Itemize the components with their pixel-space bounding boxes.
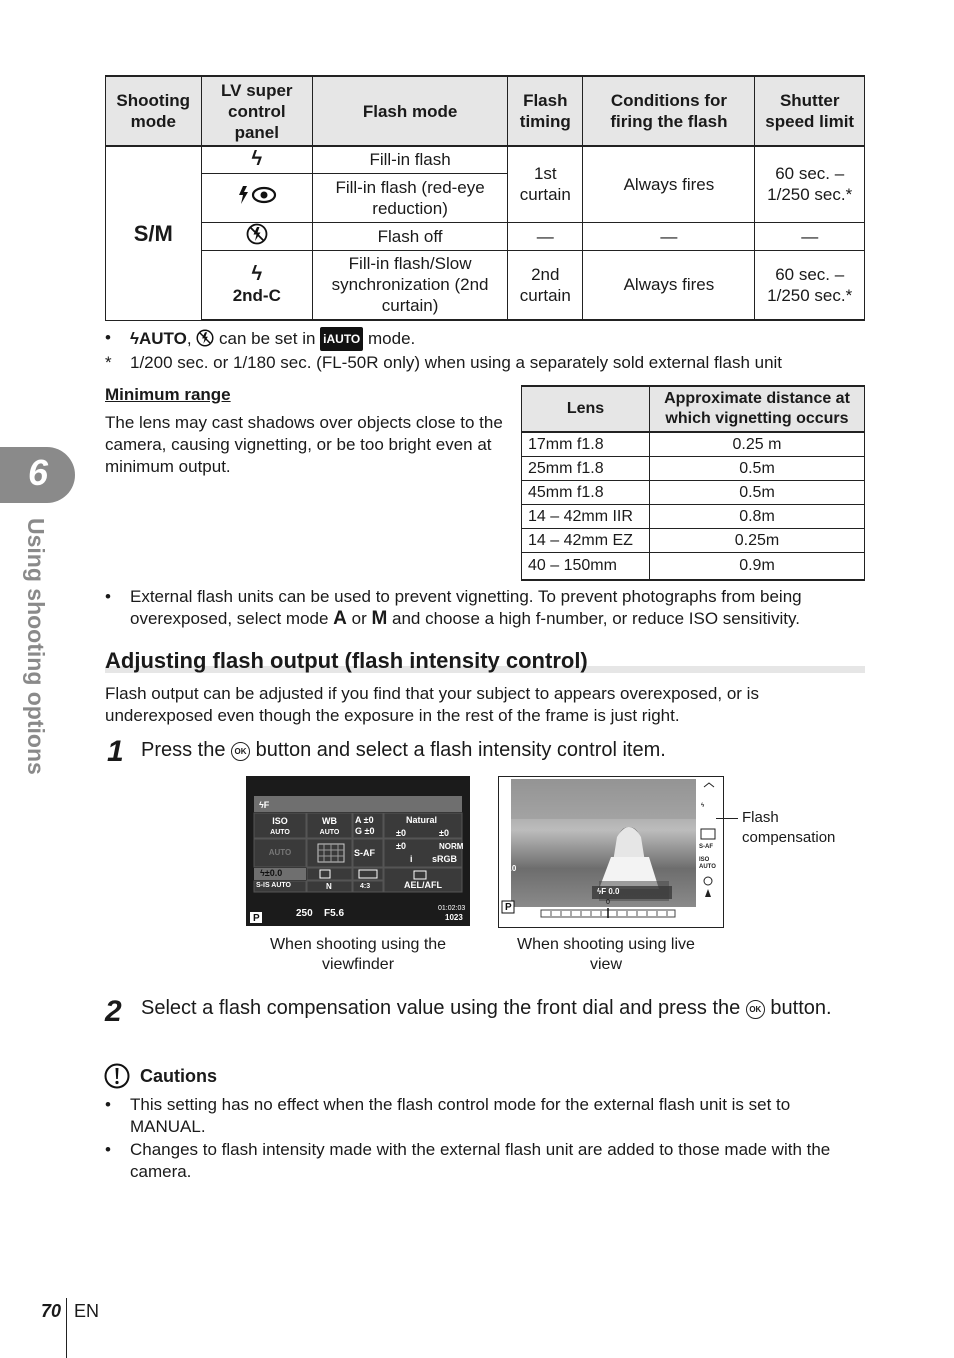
header-conditions: Conditions for firing the flash [583,76,755,146]
header-shutter-limit: Shutter speed limit [755,76,865,146]
cautions-title: Cautions [140,1066,218,1086]
header-lens: Lens [522,386,650,432]
red-eye-flash-icon [201,173,313,222]
flash-mode-cell: Fill-in flash (red-eye reduction) [313,173,508,222]
table-row: 40 – 150mm 0.9m [522,553,865,581]
header-flash-mode: Flash mode [313,76,508,146]
minimum-range-text: The lens may cast shadows over objects close to the camera, causing vignetting, or be too bright even at minimum output. [105,413,503,476]
shooting-mode-cell: S/M [106,146,202,320]
table-row: 14 – 42mm EZ 0.25m [522,529,865,553]
flash-compensation-callout: Flash compensation [742,809,836,846]
svg-text:ϟ: ϟ [701,803,705,809]
caution-item: • Changes to flash intensity made with the external flash unit are added to those made with the camera. [105,1140,831,1181]
conditions-cell: — [583,222,755,250]
second-curtain-flash-icon: ϟ 2nd-C [201,250,313,320]
minimum-range-heading: Minimum range [105,385,231,404]
flash-mode-cell: Fill-in flash [313,146,508,173]
flash-timing-cell: 2nd curtain [508,250,583,320]
flash-auto-label: AUTO [139,329,187,348]
caution-item: • This setting has no effect when the flash control mode for the external flash unit is set to MANUAL. [105,1095,791,1136]
flash-off-icon [196,329,214,347]
conditions-cell: Always fires [583,146,755,222]
step-2-number: 2 [105,995,122,1028]
step-1-text: Press the OK button and select a flash intensity control item. [141,739,666,761]
section-intro: Flash output can be adjusted if you find that your subject to appears overexposed, or is underexposed even though the exposure in the rest of the frame is just right. [105,684,759,725]
footer-rule [66,1298,67,1358]
flash-auto-note: • ϟAUTO, can be set in iAUTO mode. [105,327,870,349]
table-row: 14 – 42mm IIR 0.8m [522,505,865,529]
step-1-number: 1 [107,735,124,768]
ok-button-icon: OK [746,1000,765,1019]
flash-mode-cell: Fill-in flash/Slow synchronization (2nd curtain) [313,250,508,320]
flash-off-icon [201,222,313,250]
flash-mode-table [105,75,865,321]
table-row: 25mm f1.8 0.5m [522,457,865,481]
table-row: 17mm f1.8 0.25 m [522,432,865,457]
caution-icon [104,1063,130,1094]
conditions-cell: Always fires [583,250,755,320]
ok-button-icon: OK [231,742,250,761]
asterisk-note: * 1/200 sec. or 1/180 sec. (FL-50R only) when using a separately sold external flash unit [105,353,783,372]
header-flash-timing: Flash timing [508,76,583,146]
flash-timing-cell: 1st curtain [508,146,583,222]
page-number: 70 [41,1301,62,1321]
shutter-limit-cell: — [755,222,865,250]
shutter-limit-cell: 60 sec. – 1/250 sec.* [755,146,865,222]
viewfinder-screen: ϟF P ISO AUTO WB AUTO A ±0 G ±0 Natural ±0 ±0 ±0 NORM i sRGB S-AF AUTO ϟ±0.0 S-IS AUTO N 4:3 AEL/AFL 250 F5.6 01:02:03 1023 [246,776,470,926]
header-lv-panel: LV super control panel [201,76,313,146]
header-distance: Approximate distance at which vignetting occurs [650,386,865,432]
step-2-text: Select a flash compensation value using the front dial and press the OK button. [141,997,832,1019]
iauto-badge: iAUTO [320,327,363,351]
liveview-caption: When shooting using live view [517,936,695,973]
liveview-screen: ϟ P ϟ0.0 0 ϟF 0.0 ISO AUTO S-AF [498,776,724,928]
flash-mode-cell: Flash off [313,222,508,250]
callout-line [716,818,738,819]
flash-timing-cell: — [508,222,583,250]
flash-icon: ϟ [201,146,313,173]
second-curtain-label: 2nd-C [232,285,281,305]
external-flash-note: • External flash units can be used to prevent vignetting. To prevent photographs from being overexposed, select mode A or M and choose a high f-number, or reduce ISO sensitivity. [105,587,802,629]
section-heading: Adjusting flash output (flash intensity control) [105,648,865,674]
table-row: 45mm f1.8 0.5m [522,481,865,505]
viewfinder-caption: When shooting using the viewfinder [269,936,447,973]
chapter-number: 6 [28,452,49,493]
header-shooting-mode: Shooting mode [106,76,202,146]
page-language: EN [74,1301,100,1321]
svg-text:P: P [253,913,260,924]
vignetting-table [521,385,865,581]
chapter-title: Using shooting options [23,518,49,775]
svg-text:ϟF: ϟF [259,800,270,810]
shutter-limit-cell: 60 sec. – 1/250 sec.* [755,250,865,320]
